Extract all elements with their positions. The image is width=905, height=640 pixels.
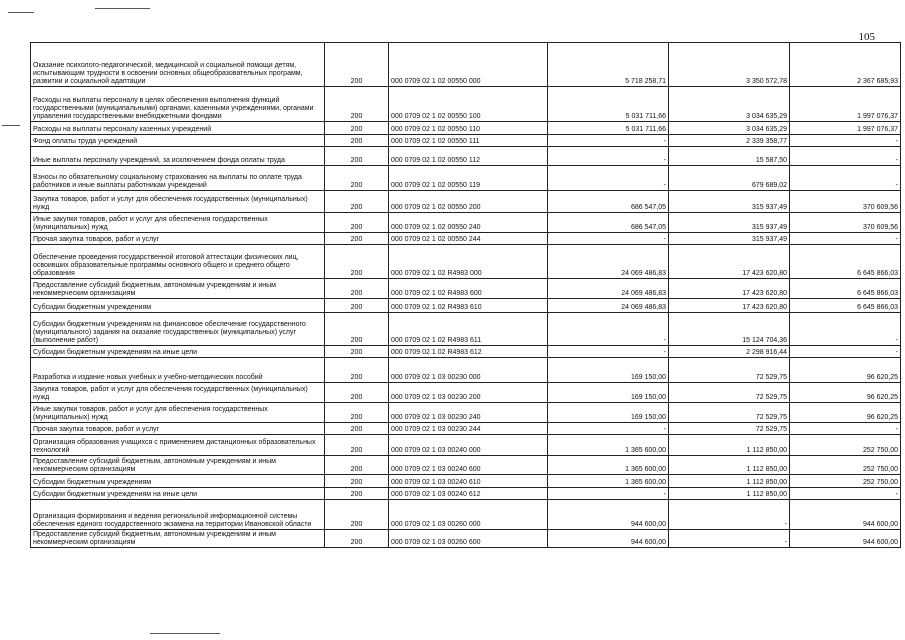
amount-unexecuted: 96 620,25 bbox=[790, 403, 901, 423]
amount-unexecuted: - bbox=[790, 346, 901, 358]
admin-code: 200 bbox=[325, 279, 389, 299]
amount-executed: 17 423 620,80 bbox=[669, 279, 790, 299]
admin-code: 200 bbox=[325, 358, 389, 383]
row-name: Разработка и издание новых учебных и учебно-методических пособий bbox=[31, 358, 325, 383]
row-name: Закупка товаров, работ и услуг для обеспечения государственных (муниципальных) нужд bbox=[31, 191, 325, 213]
amount-approved: - bbox=[548, 166, 669, 191]
row-name: Субсидии бюджетным учреждениям на иные цели bbox=[31, 346, 325, 358]
amount-approved: 169 150,00 bbox=[548, 383, 669, 403]
amount-executed: - bbox=[669, 500, 790, 530]
amount-approved: 1 365 600,00 bbox=[548, 435, 669, 456]
admin-code: 200 bbox=[325, 191, 389, 213]
amount-unexecuted: 252 750,00 bbox=[790, 435, 901, 456]
row-name: Иные закупки товаров, работ и услуг для обеспечения государственных (муниципальных) нужд bbox=[31, 403, 325, 423]
row-name: Расходы на выплаты персоналу казенных учреждений bbox=[31, 122, 325, 135]
amount-executed: 679 689,02 bbox=[669, 166, 790, 191]
table-row bbox=[31, 299, 901, 313]
amount-unexecuted: 370 609,56 bbox=[790, 191, 901, 213]
row-name: Субсидии бюджетным учреждениям bbox=[31, 475, 325, 488]
budget-code: 000 0709 02 1 02 R4983 612 bbox=[389, 346, 548, 358]
admin-code: 200 bbox=[325, 500, 389, 530]
amount-approved: 944 600,00 bbox=[548, 500, 669, 530]
amount-executed: 1 112 850,00 bbox=[669, 475, 790, 488]
budget-code: 000 0709 02 1 03 00230 000 bbox=[389, 358, 548, 383]
amount-approved: 5 031 711,66 bbox=[548, 122, 669, 135]
page-number: 105 bbox=[858, 31, 875, 43]
amount-approved: 169 150,00 bbox=[548, 403, 669, 423]
table-row bbox=[31, 43, 901, 87]
budget-code: 000 0709 02 1 03 00230 244 bbox=[389, 423, 548, 435]
amount-unexecuted: 370 609,56 bbox=[790, 213, 901, 233]
amount-approved: - bbox=[548, 147, 669, 166]
amount-unexecuted: - bbox=[790, 488, 901, 500]
amount-executed: 3 034 635,29 bbox=[669, 87, 790, 122]
amount-executed: 72 529,75 bbox=[669, 403, 790, 423]
admin-code: 200 bbox=[325, 423, 389, 435]
budget-code: 000 0709 02 1 02 00550 240 bbox=[389, 213, 548, 233]
row-name: Оказание психолого-педагогической, медицинской и социальной помощи детям, испытывающим трудности в освоении основных общеобразовательных программ, развитии и социальной адаптации bbox=[31, 43, 325, 87]
row-name: Прочая закупка товаров, работ и услуг bbox=[31, 233, 325, 245]
admin-code: 200 bbox=[325, 122, 389, 135]
amount-unexecuted: 1 997 076,37 bbox=[790, 87, 901, 122]
admin-code: 200 bbox=[325, 383, 389, 403]
amount-unexecuted: 1 997 076,37 bbox=[790, 122, 901, 135]
amount-approved: - bbox=[548, 423, 669, 435]
scan-mark-top bbox=[95, 8, 150, 9]
budget-code: 000 0709 02 1 02 00550 119 bbox=[389, 166, 548, 191]
amount-approved: - bbox=[548, 135, 669, 147]
amount-executed: 1 112 850,00 bbox=[669, 488, 790, 500]
amount-approved: - bbox=[548, 313, 669, 346]
amount-approved: 686 547,05 bbox=[548, 191, 669, 213]
table-row bbox=[31, 279, 901, 299]
amount-unexecuted: 252 750,00 bbox=[790, 475, 901, 488]
row-name: Субсидии бюджетным учреждениям на финансовое обеспечение государственного (муниципального) задания на оказание государственных (муниципальных) услуг (выполнение работ) bbox=[31, 313, 325, 346]
admin-code: 200 bbox=[325, 233, 389, 245]
table-row bbox=[31, 456, 901, 475]
table-row bbox=[31, 135, 901, 147]
admin-code: 200 bbox=[325, 135, 389, 147]
scan-mark-top-left bbox=[8, 12, 34, 13]
budget-code: 000 0709 02 1 03 00240 600 bbox=[389, 456, 548, 475]
amount-executed: 2 298 916,44 bbox=[669, 346, 790, 358]
amount-executed: 315 937,49 bbox=[669, 233, 790, 245]
admin-code: 200 bbox=[325, 475, 389, 488]
amount-unexecuted: - bbox=[790, 313, 901, 346]
row-name: Прочая закупка товаров, работ и услуг bbox=[31, 423, 325, 435]
amount-executed: 3 350 572,78 bbox=[669, 43, 790, 87]
row-name: Предоставление субсидий бюджетным, автономным учреждениям и иным некоммерческим организациям bbox=[31, 279, 325, 299]
table-row bbox=[31, 488, 901, 500]
row-name: Расходы на выплаты персоналу в целях обеспечения выполнения функций государственными (муниципальными) органами, казенными учреждениями, органами управления государственными внебюджетными фондами bbox=[31, 87, 325, 122]
budget-code: 000 0709 02 1 02 00550 244 bbox=[389, 233, 548, 245]
row-name: Организация формирования и ведения региональной информационной системы обеспечения единого государственного экзамена на территории Ивановской области bbox=[31, 500, 325, 530]
row-name: Иные закупки товаров, работ и услуг для обеспечения государственных (муниципальных) нужд bbox=[31, 213, 325, 233]
amount-approved: 24 069 486,83 bbox=[548, 245, 669, 279]
amount-unexecuted: 6 645 866,03 bbox=[790, 245, 901, 279]
budget-code: 000 0709 02 1 02 R4983 600 bbox=[389, 279, 548, 299]
budget-code: 000 0709 02 1 02 R4983 611 bbox=[389, 313, 548, 346]
table-row bbox=[31, 346, 901, 358]
budget-code: 000 0709 02 1 02 00550 100 bbox=[389, 87, 548, 122]
amount-executed: 15 124 704,36 bbox=[669, 313, 790, 346]
amount-executed: 1 112 850,00 bbox=[669, 435, 790, 456]
amount-unexecuted: 944 600,00 bbox=[790, 500, 901, 530]
table-row bbox=[31, 475, 901, 488]
budget-code: 000 0709 02 1 02 R4983 000 bbox=[389, 245, 548, 279]
amount-unexecuted: - bbox=[790, 233, 901, 245]
amount-unexecuted: 96 620,25 bbox=[790, 383, 901, 403]
row-name: Организация образования учащихся с применением дистанционных образовательных технологий bbox=[31, 435, 325, 456]
admin-code: 200 bbox=[325, 313, 389, 346]
amount-approved: 5 718 258,71 bbox=[548, 43, 669, 87]
row-name: Предоставление субсидий бюджетным, автономным учреждениям и иным некоммерческим организациям bbox=[31, 530, 325, 548]
budget-code: 000 0709 02 1 03 00240 000 bbox=[389, 435, 548, 456]
table-row bbox=[31, 403, 901, 423]
amount-executed: 17 423 620,80 bbox=[669, 299, 790, 313]
amount-executed: 1 112 850,00 bbox=[669, 456, 790, 475]
amount-executed: 15 587,50 bbox=[669, 147, 790, 166]
amount-approved: 24 069 486,83 bbox=[548, 299, 669, 313]
table-row bbox=[31, 423, 901, 435]
amount-unexecuted: 2 367 685,93 bbox=[790, 43, 901, 87]
amount-unexecuted: 6 645 866,03 bbox=[790, 279, 901, 299]
table-row bbox=[31, 122, 901, 135]
row-name: Иные выплаты персоналу учреждений, за исключением фонда оплаты труда bbox=[31, 147, 325, 166]
admin-code: 200 bbox=[325, 346, 389, 358]
table-row bbox=[31, 213, 901, 233]
amount-unexecuted: 6 645 866,03 bbox=[790, 299, 901, 313]
amount-executed: 2 339 358,77 bbox=[669, 135, 790, 147]
amount-executed: 315 937,49 bbox=[669, 191, 790, 213]
amount-approved: 1 365 600,00 bbox=[548, 456, 669, 475]
budget-code: 000 0709 02 1 02 00550 000 bbox=[389, 43, 548, 87]
table-row bbox=[31, 87, 901, 122]
amount-unexecuted: 96 620,25 bbox=[790, 358, 901, 383]
admin-code: 200 bbox=[325, 530, 389, 548]
amount-executed: 17 423 620,80 bbox=[669, 245, 790, 279]
amount-approved: 1 365 600,00 bbox=[548, 475, 669, 488]
table-row bbox=[31, 191, 901, 213]
amount-executed: - bbox=[669, 530, 790, 548]
amount-approved: - bbox=[548, 346, 669, 358]
table-row bbox=[31, 313, 901, 346]
amount-unexecuted: - bbox=[790, 147, 901, 166]
budget-code: 000 0709 02 1 02 00550 110 bbox=[389, 122, 548, 135]
amount-executed: 72 529,75 bbox=[669, 383, 790, 403]
budget-code: 000 0709 02 1 03 00230 200 bbox=[389, 383, 548, 403]
budget-code: 000 0709 02 1 03 00260 000 bbox=[389, 500, 548, 530]
budget-code: 000 0709 02 1 03 00230 240 bbox=[389, 403, 548, 423]
table-row bbox=[31, 233, 901, 245]
amount-unexecuted: 252 750,00 bbox=[790, 456, 901, 475]
table-row bbox=[31, 358, 901, 383]
amount-approved: 24 069 486,83 bbox=[548, 279, 669, 299]
row-name: Субсидии бюджетным учреждениям на иные цели bbox=[31, 488, 325, 500]
scan-mark-left bbox=[2, 125, 20, 126]
admin-code: 200 bbox=[325, 456, 389, 475]
admin-code: 200 bbox=[325, 245, 389, 279]
amount-executed: 72 529,75 bbox=[669, 423, 790, 435]
admin-code: 200 bbox=[325, 166, 389, 191]
budget-code: 000 0709 02 1 02 00550 200 bbox=[389, 191, 548, 213]
row-name: Закупка товаров, работ и услуг для обеспечения государственных (муниципальных) нужд bbox=[31, 383, 325, 403]
amount-approved: 944 600,00 bbox=[548, 530, 669, 548]
scan-mark-bottom bbox=[150, 633, 220, 634]
budget-code: 000 0709 02 1 02 R4983 610 bbox=[389, 299, 548, 313]
amount-unexecuted: 944 600,00 bbox=[790, 530, 901, 548]
budget-code: 000 0709 02 1 02 00550 111 bbox=[389, 135, 548, 147]
amount-unexecuted: - bbox=[790, 135, 901, 147]
budget-code: 000 0709 02 1 03 00260 600 bbox=[389, 530, 548, 548]
amount-approved: - bbox=[548, 233, 669, 245]
table-row bbox=[31, 245, 901, 279]
amount-unexecuted: - bbox=[790, 166, 901, 191]
budget-code: 000 0709 02 1 03 00240 612 bbox=[389, 488, 548, 500]
budget-code: 000 0709 02 1 02 00550 112 bbox=[389, 147, 548, 166]
table-row bbox=[31, 147, 901, 166]
table-row bbox=[31, 166, 901, 191]
amount-executed: 3 034 635,29 bbox=[669, 122, 790, 135]
amount-approved: 5 031 711,66 bbox=[548, 87, 669, 122]
row-name: Субсидии бюджетным учреждениям bbox=[31, 299, 325, 313]
table-row bbox=[31, 383, 901, 403]
admin-code: 200 bbox=[325, 299, 389, 313]
budget-table bbox=[30, 42, 901, 548]
admin-code: 200 bbox=[325, 43, 389, 87]
amount-approved: 169 150,00 bbox=[548, 358, 669, 383]
amount-approved: 686 547,05 bbox=[548, 213, 669, 233]
row-name: Взносы по обязательному социальному страхованию на выплаты по оплате труда работников и иные выплаты работникам учреждений bbox=[31, 166, 325, 191]
table-row bbox=[31, 530, 901, 548]
amount-executed: 315 937,49 bbox=[669, 213, 790, 233]
amount-unexecuted: - bbox=[790, 423, 901, 435]
admin-code: 200 bbox=[325, 488, 389, 500]
row-name: Фонд оплаты труда учреждений bbox=[31, 135, 325, 147]
row-name: Предоставление субсидий бюджетным, автономным учреждениям и иным некоммерческим организациям bbox=[31, 456, 325, 475]
admin-code: 200 bbox=[325, 435, 389, 456]
row-name: Обеспечение проведения государственной итоговой аттестации физических лиц, освоивших образовательные программы основного общего и среднего общего образования bbox=[31, 245, 325, 279]
admin-code: 200 bbox=[325, 147, 389, 166]
admin-code: 200 bbox=[325, 213, 389, 233]
budget-code: 000 0709 02 1 03 00240 610 bbox=[389, 475, 548, 488]
admin-code: 200 bbox=[325, 403, 389, 423]
amount-executed: 72 529,75 bbox=[669, 358, 790, 383]
table-row bbox=[31, 500, 901, 530]
amount-approved: - bbox=[548, 488, 669, 500]
table-row bbox=[31, 435, 901, 456]
admin-code: 200 bbox=[325, 87, 389, 122]
